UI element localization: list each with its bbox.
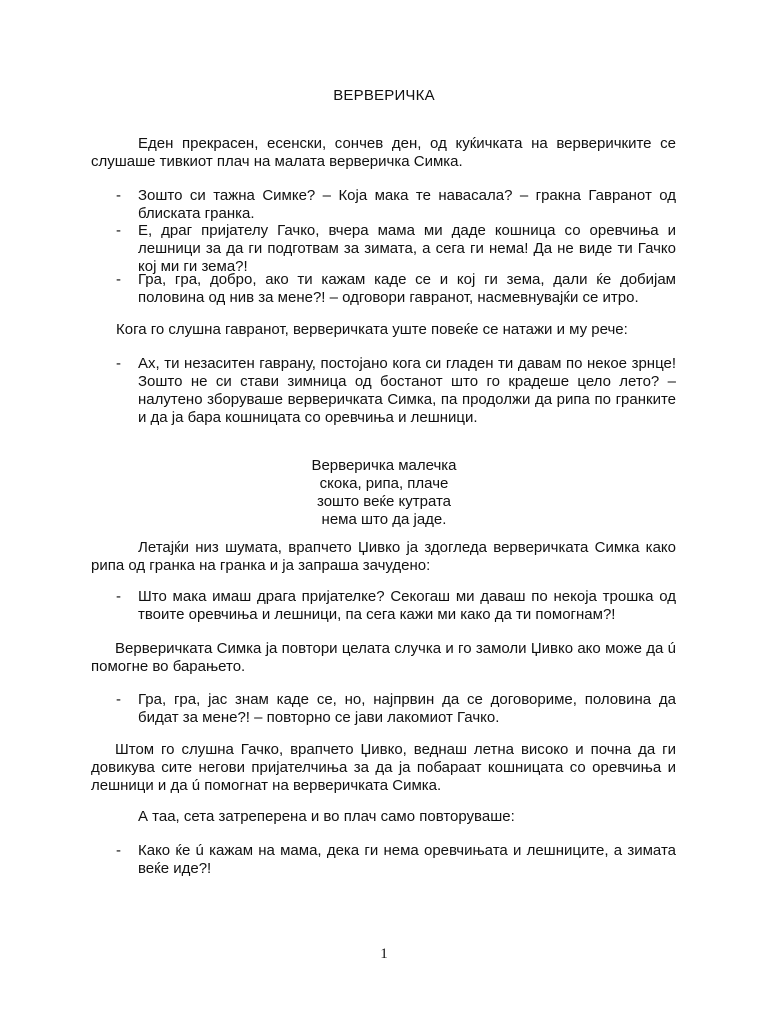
page-number: 1	[380, 946, 388, 962]
paragraph-sparrow: Летајќи низ шумата, врапчето Џивко ја здогледа верверичката Симка како рипа од гранка на гранка и ја запраша зачудено:	[91, 539, 676, 574]
paragraph-friends-search: Штом го слушна Гачко, врапчето Џивко, веднаш летна високо и почна да ги довикува сите негови пријателчиња за да ја побараат кошницата со оревчиња и лешници и да ú помогнат на верверичката Симка.	[91, 741, 676, 794]
dialogue-dash: -	[116, 271, 121, 288]
dialogue-item	[116, 842, 676, 878]
dialogue-item	[116, 691, 676, 727]
paragraph-opening: Еден прекрасен, есенски, сончев ден, од куќичката на верверичките се слушаше тивкиот плач на малата верверичка Симка.	[91, 135, 676, 170]
dialogue-text: Како ќе ú кажам на мама, дека ги нема оревчињата и лешниците, а зимата веќе иде?!	[138, 842, 676, 877]
story-title: ВЕРВЕРИЧКА	[333, 87, 435, 104]
dialogue-dash: -	[116, 355, 121, 372]
paragraph-squirrel-repeats: Верверичката Симка ја повтори целата случка и го замоли Џивко ако може да ú помогне во барањето.	[91, 640, 676, 675]
dialogue-item	[116, 187, 676, 223]
dialogue-text: Гра, гра, добро, ако ти кажам каде се и кој ги зема, дали ќе добијам половина од нив за мене?! – одговори гавранот, насмевнувајќи се итро.	[138, 271, 676, 306]
poem-line: нема што да јаде.	[321, 511, 447, 528]
dialogue-text: Зошто си тажна Симке? – Која мака те навасала? – гракна Гавранот од блиската гранка.	[138, 187, 676, 222]
dialogue-dash: -	[116, 842, 121, 859]
dialogue-dash: -	[116, 588, 121, 605]
dialogue-text: Ах, ти незаситен гаврану, постојано кога си гладен ти давам по некое зрнце! Зошто не си стави зимница од бостанот што го крадеше цело лето? – налутено зборуваше верверичката Симка, па продолжи да рипа по гранките и да ја бара кошницата со оревчиња и лешници.	[138, 355, 676, 426]
dialogue-dash: -	[116, 691, 121, 708]
dialogue-item	[116, 222, 676, 276]
dialogue-item	[116, 271, 676, 307]
dialogue-dash: -	[116, 222, 121, 239]
dialogue-text: Гра, гра, јас знам каде се, но, најпрвин да се договориме, половина да бидат за мене?! – повторно се јави лакомиот Гачко.	[138, 691, 676, 726]
poem-line: скока, рипа, плаче	[319, 475, 449, 492]
poem-line: зошто веќе кутрата	[316, 493, 451, 510]
paragraph-trembling: А таа, сета затреперена и во плач само повторуваше:	[138, 808, 515, 825]
poem-stanza	[0, 457, 768, 529]
paragraph-raven-heard: Кога го слушна гавранот, верверичката уште повеќе се натажи и му рече:	[116, 321, 628, 338]
dialogue-text: Што мака имаш драга пријателке? Секогаш ми даваш по некоја трошка од твоите оревчиња и лешници, па сега кажи ми како да ти помогнам?!	[138, 588, 676, 623]
dialogue-text: Е, драг пријателу Гачко, вчера мама ми даде кошница со оревчиња и лешници за да ги подготвам за зимата, а сега ги нема! Да не виде ти Гачко кој ми ги зема?!	[138, 222, 676, 275]
dialogue-item	[116, 588, 676, 624]
dialogue-item	[116, 355, 676, 427]
poem-line: Верверичка малечка	[311, 457, 457, 474]
dialogue-dash: -	[116, 187, 121, 204]
